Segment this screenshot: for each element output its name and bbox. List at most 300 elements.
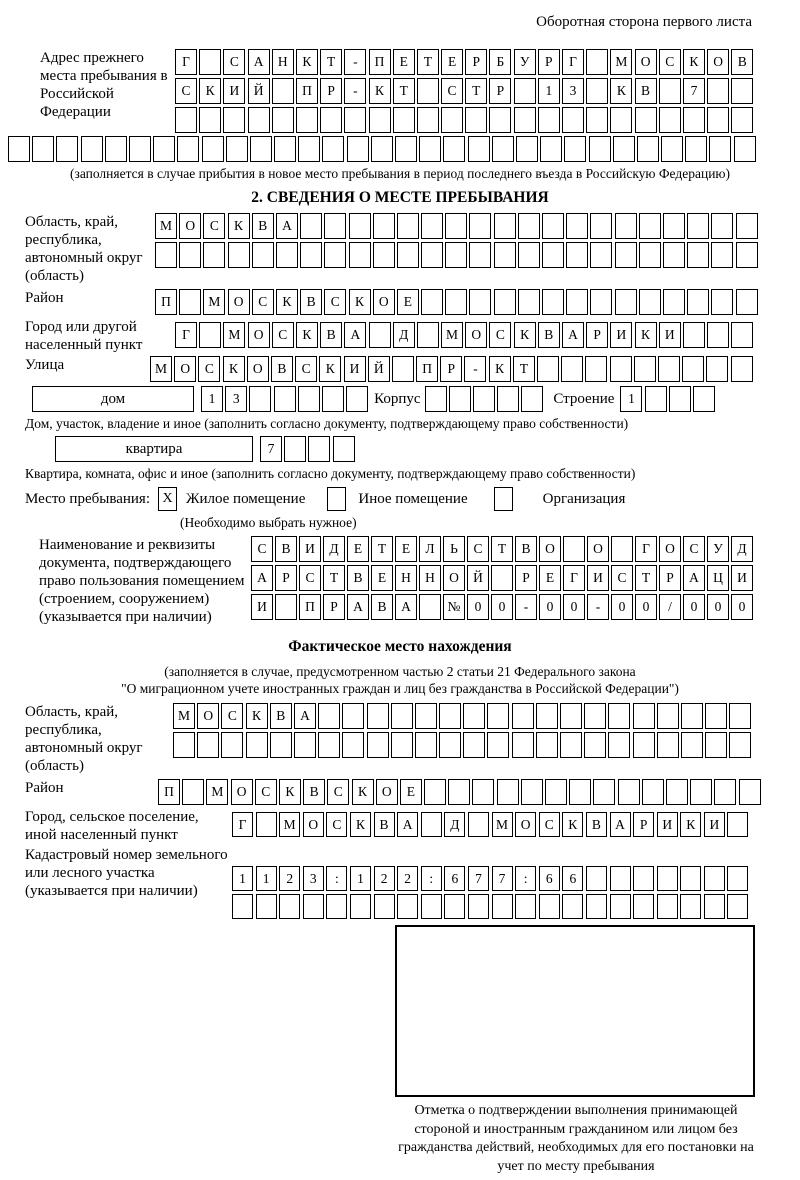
char-box[interactable]: К — [514, 322, 536, 348]
char-box[interactable]: О — [248, 322, 270, 348]
char-box[interactable] — [659, 107, 681, 133]
char-box[interactable] — [347, 136, 369, 162]
char-box[interactable]: 1 — [232, 866, 253, 891]
char-box[interactable] — [421, 894, 442, 919]
char-box[interactable] — [657, 732, 679, 758]
char-box[interactable]: О — [635, 49, 657, 75]
char-box[interactable] — [415, 732, 437, 758]
char-box[interactable]: К — [296, 49, 318, 75]
char-box[interactable] — [419, 594, 441, 620]
char-box[interactable]: Й — [467, 565, 489, 591]
char-box[interactable] — [593, 779, 615, 805]
char-box[interactable]: О — [659, 536, 681, 562]
char-box[interactable]: А — [276, 213, 298, 239]
char-box[interactable] — [539, 894, 560, 919]
char-box[interactable] — [709, 136, 731, 162]
char-box[interactable] — [419, 136, 441, 162]
char-box[interactable] — [303, 894, 324, 919]
char-box[interactable] — [81, 136, 103, 162]
char-box[interactable]: 1 — [201, 386, 223, 412]
char-box[interactable]: Г — [175, 322, 197, 348]
char-box[interactable]: А — [344, 322, 366, 348]
char-box[interactable] — [590, 289, 612, 315]
char-box[interactable] — [707, 78, 729, 104]
char-box[interactable]: 1 — [256, 866, 277, 891]
char-box[interactable]: Т — [323, 565, 345, 591]
char-box[interactable] — [175, 107, 197, 133]
char-box[interactable] — [542, 213, 564, 239]
char-box[interactable]: П — [416, 356, 438, 382]
char-box[interactable]: Р — [586, 322, 608, 348]
char-box[interactable]: К — [246, 703, 268, 729]
char-box[interactable] — [444, 894, 465, 919]
char-box[interactable] — [473, 386, 495, 412]
char-box[interactable] — [494, 289, 516, 315]
char-box[interactable]: Н — [272, 49, 294, 75]
char-box[interactable] — [683, 322, 705, 348]
char-box[interactable] — [518, 289, 540, 315]
char-box[interactable]: 0 — [491, 594, 513, 620]
char-box[interactable] — [199, 322, 221, 348]
char-box[interactable] — [680, 894, 701, 919]
char-box[interactable]: С — [221, 703, 243, 729]
char-box[interactable] — [393, 107, 415, 133]
char-box[interactable]: С — [272, 322, 294, 348]
char-box[interactable]: С — [255, 779, 277, 805]
char-box[interactable] — [397, 242, 419, 268]
char-box[interactable]: В — [320, 322, 342, 348]
char-box[interactable] — [711, 289, 733, 315]
char-box[interactable] — [367, 703, 389, 729]
char-box[interactable] — [322, 386, 344, 412]
char-box[interactable] — [615, 289, 637, 315]
char-box[interactable] — [397, 894, 418, 919]
char-box[interactable] — [275, 594, 297, 620]
char-box[interactable] — [349, 242, 371, 268]
char-box[interactable] — [421, 242, 443, 268]
char-box[interactable] — [704, 866, 725, 891]
char-box[interactable]: С — [326, 812, 347, 837]
char-box[interactable] — [657, 894, 678, 919]
char-box[interactable]: - — [515, 594, 537, 620]
char-box[interactable]: 7 — [492, 866, 513, 891]
char-box[interactable] — [545, 779, 567, 805]
char-box[interactable]: А — [562, 322, 584, 348]
char-box[interactable]: О — [179, 213, 201, 239]
char-box[interactable]: С — [299, 565, 321, 591]
char-box[interactable]: А — [683, 565, 705, 591]
char-box[interactable] — [373, 242, 395, 268]
char-box[interactable] — [687, 213, 709, 239]
char-box[interactable] — [633, 894, 654, 919]
char-box[interactable] — [300, 242, 322, 268]
char-box[interactable] — [564, 136, 586, 162]
char-box[interactable] — [663, 242, 685, 268]
char-box[interactable] — [468, 136, 490, 162]
char-box[interactable] — [705, 732, 727, 758]
char-box[interactable] — [441, 107, 463, 133]
char-box[interactable] — [232, 894, 253, 919]
char-box[interactable]: Н — [395, 565, 417, 591]
char-box[interactable]: Т — [371, 536, 393, 562]
char-box[interactable]: Г — [635, 536, 657, 562]
char-box[interactable] — [590, 213, 612, 239]
char-box[interactable] — [274, 386, 296, 412]
char-box[interactable]: С — [251, 536, 273, 562]
char-box[interactable]: Г — [562, 49, 584, 75]
char-box[interactable]: Ь — [443, 536, 465, 562]
char-box[interactable]: А — [395, 594, 417, 620]
char-box[interactable] — [687, 242, 709, 268]
char-box[interactable]: К — [223, 356, 245, 382]
char-box[interactable] — [707, 107, 729, 133]
char-box[interactable] — [333, 436, 355, 462]
char-box[interactable] — [371, 136, 393, 162]
char-box[interactable] — [562, 107, 584, 133]
char-box[interactable]: К — [199, 78, 221, 104]
char-box[interactable]: 0 — [683, 594, 705, 620]
char-box[interactable]: К — [276, 289, 298, 315]
char-box[interactable] — [514, 107, 536, 133]
char-box[interactable] — [690, 779, 712, 805]
char-box[interactable] — [421, 213, 443, 239]
char-box[interactable] — [182, 779, 204, 805]
char-box[interactable] — [342, 732, 364, 758]
char-box[interactable]: К — [680, 812, 701, 837]
char-box[interactable]: - — [587, 594, 609, 620]
char-box[interactable]: К — [635, 322, 657, 348]
char-box[interactable]: В — [586, 812, 607, 837]
char-box[interactable] — [536, 703, 558, 729]
char-box[interactable] — [463, 732, 485, 758]
char-box[interactable] — [469, 289, 491, 315]
char-box[interactable] — [369, 322, 391, 348]
char-box[interactable] — [391, 703, 413, 729]
char-box[interactable]: 3 — [225, 386, 247, 412]
char-box[interactable] — [536, 732, 558, 758]
char-box[interactable]: Р — [489, 78, 511, 104]
char-box[interactable] — [615, 242, 637, 268]
char-box[interactable] — [421, 289, 443, 315]
char-box[interactable] — [494, 213, 516, 239]
char-box[interactable] — [731, 78, 753, 104]
char-box[interactable]: 3 — [562, 78, 584, 104]
char-box[interactable] — [491, 565, 513, 591]
char-box[interactable]: Т — [465, 78, 487, 104]
char-box[interactable]: М — [279, 812, 300, 837]
char-box[interactable]: Б — [489, 49, 511, 75]
char-box[interactable]: В — [538, 322, 560, 348]
char-box[interactable] — [706, 356, 728, 382]
char-box[interactable] — [449, 386, 471, 412]
char-box[interactable] — [445, 242, 467, 268]
checkbox-organization[interactable] — [494, 487, 513, 511]
char-box[interactable]: 0 — [731, 594, 753, 620]
char-box[interactable]: Р — [275, 565, 297, 591]
char-box[interactable] — [199, 49, 221, 75]
char-box[interactable]: С — [175, 78, 197, 104]
char-box[interactable] — [492, 894, 513, 919]
char-box[interactable] — [693, 386, 715, 412]
char-box[interactable]: К — [349, 289, 371, 315]
char-box[interactable]: Р — [659, 565, 681, 591]
char-box[interactable]: И — [704, 812, 725, 837]
char-box[interactable]: 0 — [539, 594, 561, 620]
char-box[interactable]: Т — [320, 49, 342, 75]
char-box[interactable]: В — [731, 49, 753, 75]
char-box[interactable] — [342, 703, 364, 729]
char-box[interactable]: К — [369, 78, 391, 104]
char-box[interactable]: С — [198, 356, 220, 382]
char-box[interactable] — [179, 242, 201, 268]
char-box[interactable] — [256, 894, 277, 919]
char-box[interactable]: П — [296, 78, 318, 104]
char-box[interactable] — [645, 386, 667, 412]
char-box[interactable] — [516, 136, 538, 162]
char-box[interactable] — [56, 136, 78, 162]
char-box[interactable]: / — [659, 594, 681, 620]
char-box[interactable]: В — [270, 703, 292, 729]
char-box[interactable] — [540, 136, 562, 162]
char-box[interactable] — [296, 107, 318, 133]
char-box[interactable] — [537, 356, 559, 382]
char-box[interactable] — [521, 779, 543, 805]
char-box[interactable] — [32, 136, 54, 162]
char-box[interactable]: Г — [563, 565, 585, 591]
char-box[interactable] — [374, 894, 395, 919]
char-box[interactable] — [228, 242, 250, 268]
char-box[interactable] — [298, 136, 320, 162]
char-box[interactable] — [223, 107, 245, 133]
char-box[interactable] — [468, 894, 489, 919]
char-box[interactable]: У — [514, 49, 536, 75]
char-box[interactable] — [542, 289, 564, 315]
char-box[interactable]: С — [683, 536, 705, 562]
char-box[interactable] — [443, 136, 465, 162]
char-box[interactable]: М — [150, 356, 172, 382]
char-box[interactable]: - — [344, 78, 366, 104]
char-box[interactable]: В — [347, 565, 369, 591]
char-box[interactable] — [586, 49, 608, 75]
char-box[interactable]: : — [515, 866, 536, 891]
char-box[interactable] — [468, 812, 489, 837]
char-box[interactable] — [731, 322, 753, 348]
char-box[interactable] — [300, 213, 322, 239]
char-box[interactable]: 0 — [707, 594, 729, 620]
char-box[interactable] — [683, 107, 705, 133]
char-box[interactable] — [272, 78, 294, 104]
char-box[interactable]: К — [683, 49, 705, 75]
char-box[interactable]: Е — [393, 49, 415, 75]
char-box[interactable] — [560, 703, 582, 729]
char-box[interactable] — [445, 289, 467, 315]
char-box[interactable] — [657, 866, 678, 891]
char-box[interactable]: Р — [515, 565, 537, 591]
char-box[interactable] — [633, 732, 655, 758]
char-box[interactable] — [274, 136, 296, 162]
char-box[interactable] — [250, 136, 272, 162]
char-box[interactable]: В — [300, 289, 322, 315]
char-box[interactable]: О — [373, 289, 395, 315]
char-box[interactable] — [248, 107, 270, 133]
char-box[interactable]: Н — [419, 565, 441, 591]
char-box[interactable]: Е — [397, 289, 419, 315]
char-box[interactable]: О — [443, 565, 465, 591]
char-box[interactable] — [279, 894, 300, 919]
char-box[interactable]: У — [707, 536, 729, 562]
char-box[interactable] — [272, 107, 294, 133]
char-box[interactable] — [680, 866, 701, 891]
char-box[interactable] — [8, 136, 30, 162]
char-box[interactable] — [608, 703, 630, 729]
char-box[interactable]: О — [231, 779, 253, 805]
char-box[interactable] — [734, 136, 756, 162]
char-box[interactable] — [727, 812, 748, 837]
char-box[interactable] — [298, 386, 320, 412]
char-box[interactable] — [497, 386, 519, 412]
char-box[interactable] — [318, 703, 340, 729]
char-box[interactable] — [704, 894, 725, 919]
char-box[interactable]: С — [203, 213, 225, 239]
char-box[interactable]: К — [489, 356, 511, 382]
char-box[interactable]: О — [376, 779, 398, 805]
char-box[interactable] — [252, 242, 274, 268]
char-box[interactable]: С — [441, 78, 463, 104]
char-box[interactable]: О — [303, 812, 324, 837]
char-box[interactable] — [417, 78, 439, 104]
char-box[interactable]: 0 — [635, 594, 657, 620]
char-box[interactable] — [729, 732, 751, 758]
char-box[interactable]: 2 — [374, 866, 395, 891]
char-box[interactable] — [727, 894, 748, 919]
char-box[interactable]: В — [303, 779, 325, 805]
char-box[interactable] — [202, 136, 224, 162]
char-box[interactable]: М — [203, 289, 225, 315]
char-box[interactable] — [560, 732, 582, 758]
char-box[interactable]: А — [294, 703, 316, 729]
char-box[interactable] — [610, 866, 631, 891]
char-box[interactable]: П — [369, 49, 391, 75]
char-box[interactable]: Е — [400, 779, 422, 805]
char-box[interactable]: Л — [419, 536, 441, 562]
char-box[interactable]: 7 — [683, 78, 705, 104]
char-box[interactable] — [324, 242, 346, 268]
char-box[interactable]: К — [562, 812, 583, 837]
char-box[interactable]: М — [610, 49, 632, 75]
char-box[interactable]: Д — [323, 536, 345, 562]
char-box[interactable] — [642, 779, 664, 805]
char-box[interactable]: Р — [633, 812, 654, 837]
char-box[interactable] — [369, 107, 391, 133]
char-box[interactable] — [445, 213, 467, 239]
char-box[interactable] — [153, 136, 175, 162]
char-box[interactable] — [294, 732, 316, 758]
char-box[interactable] — [714, 779, 736, 805]
char-box[interactable] — [497, 779, 519, 805]
char-box[interactable]: Е — [441, 49, 463, 75]
char-box[interactable] — [221, 732, 243, 758]
char-box[interactable]: К — [350, 812, 371, 837]
char-box[interactable]: 6 — [444, 866, 465, 891]
char-box[interactable]: Т — [513, 356, 535, 382]
char-box[interactable] — [417, 107, 439, 133]
char-box[interactable] — [514, 78, 536, 104]
char-box[interactable] — [613, 136, 635, 162]
char-box[interactable]: Е — [347, 536, 369, 562]
char-box[interactable]: И — [659, 322, 681, 348]
char-box[interactable] — [349, 213, 371, 239]
char-box[interactable]: Р — [323, 594, 345, 620]
char-box[interactable] — [608, 732, 630, 758]
char-box[interactable] — [424, 779, 446, 805]
char-box[interactable]: Е — [539, 565, 561, 591]
char-box[interactable] — [129, 136, 151, 162]
char-box[interactable]: 6 — [562, 866, 583, 891]
char-box[interactable] — [633, 866, 654, 891]
char-box[interactable]: А — [397, 812, 418, 837]
char-box[interactable] — [344, 107, 366, 133]
char-box[interactable]: М — [206, 779, 228, 805]
char-box[interactable] — [736, 289, 758, 315]
char-box[interactable] — [682, 356, 704, 382]
char-box[interactable]: № — [443, 594, 465, 620]
char-box[interactable] — [395, 136, 417, 162]
char-box[interactable]: П — [299, 594, 321, 620]
char-box[interactable]: М — [223, 322, 245, 348]
char-box[interactable]: К — [319, 356, 341, 382]
char-box[interactable]: П — [158, 779, 180, 805]
char-box[interactable] — [705, 703, 727, 729]
char-box[interactable] — [373, 213, 395, 239]
char-box[interactable]: О — [587, 536, 609, 562]
char-box[interactable]: С — [611, 565, 633, 591]
char-box[interactable]: : — [326, 866, 347, 891]
char-box[interactable]: 6 — [539, 866, 560, 891]
char-box[interactable]: Р — [538, 49, 560, 75]
char-box[interactable] — [320, 107, 342, 133]
char-box[interactable] — [465, 107, 487, 133]
char-box[interactable] — [685, 136, 707, 162]
char-box[interactable]: Й — [248, 78, 270, 104]
char-box[interactable]: С — [324, 289, 346, 315]
char-box[interactable]: А — [251, 565, 273, 591]
char-box[interactable]: Е — [395, 536, 417, 562]
char-box[interactable]: М — [155, 213, 177, 239]
char-box[interactable]: А — [347, 594, 369, 620]
char-box[interactable] — [586, 866, 607, 891]
char-box[interactable]: А — [248, 49, 270, 75]
char-box[interactable]: Е — [371, 565, 393, 591]
char-box[interactable] — [487, 703, 509, 729]
char-box[interactable] — [246, 732, 268, 758]
char-box[interactable] — [681, 732, 703, 758]
char-box[interactable] — [489, 107, 511, 133]
char-box[interactable]: : — [421, 866, 442, 891]
char-box[interactable]: 0 — [563, 594, 585, 620]
char-box[interactable] — [392, 356, 414, 382]
char-box[interactable] — [397, 213, 419, 239]
char-box[interactable] — [610, 894, 631, 919]
char-box[interactable] — [324, 213, 346, 239]
char-box[interactable] — [589, 136, 611, 162]
char-box[interactable] — [615, 213, 637, 239]
char-box[interactable] — [105, 136, 127, 162]
char-box[interactable] — [425, 386, 447, 412]
char-box[interactable] — [417, 322, 439, 348]
char-box[interactable]: 0 — [611, 594, 633, 620]
char-box[interactable]: 1 — [538, 78, 560, 104]
checkbox-other-premises[interactable] — [327, 487, 346, 511]
